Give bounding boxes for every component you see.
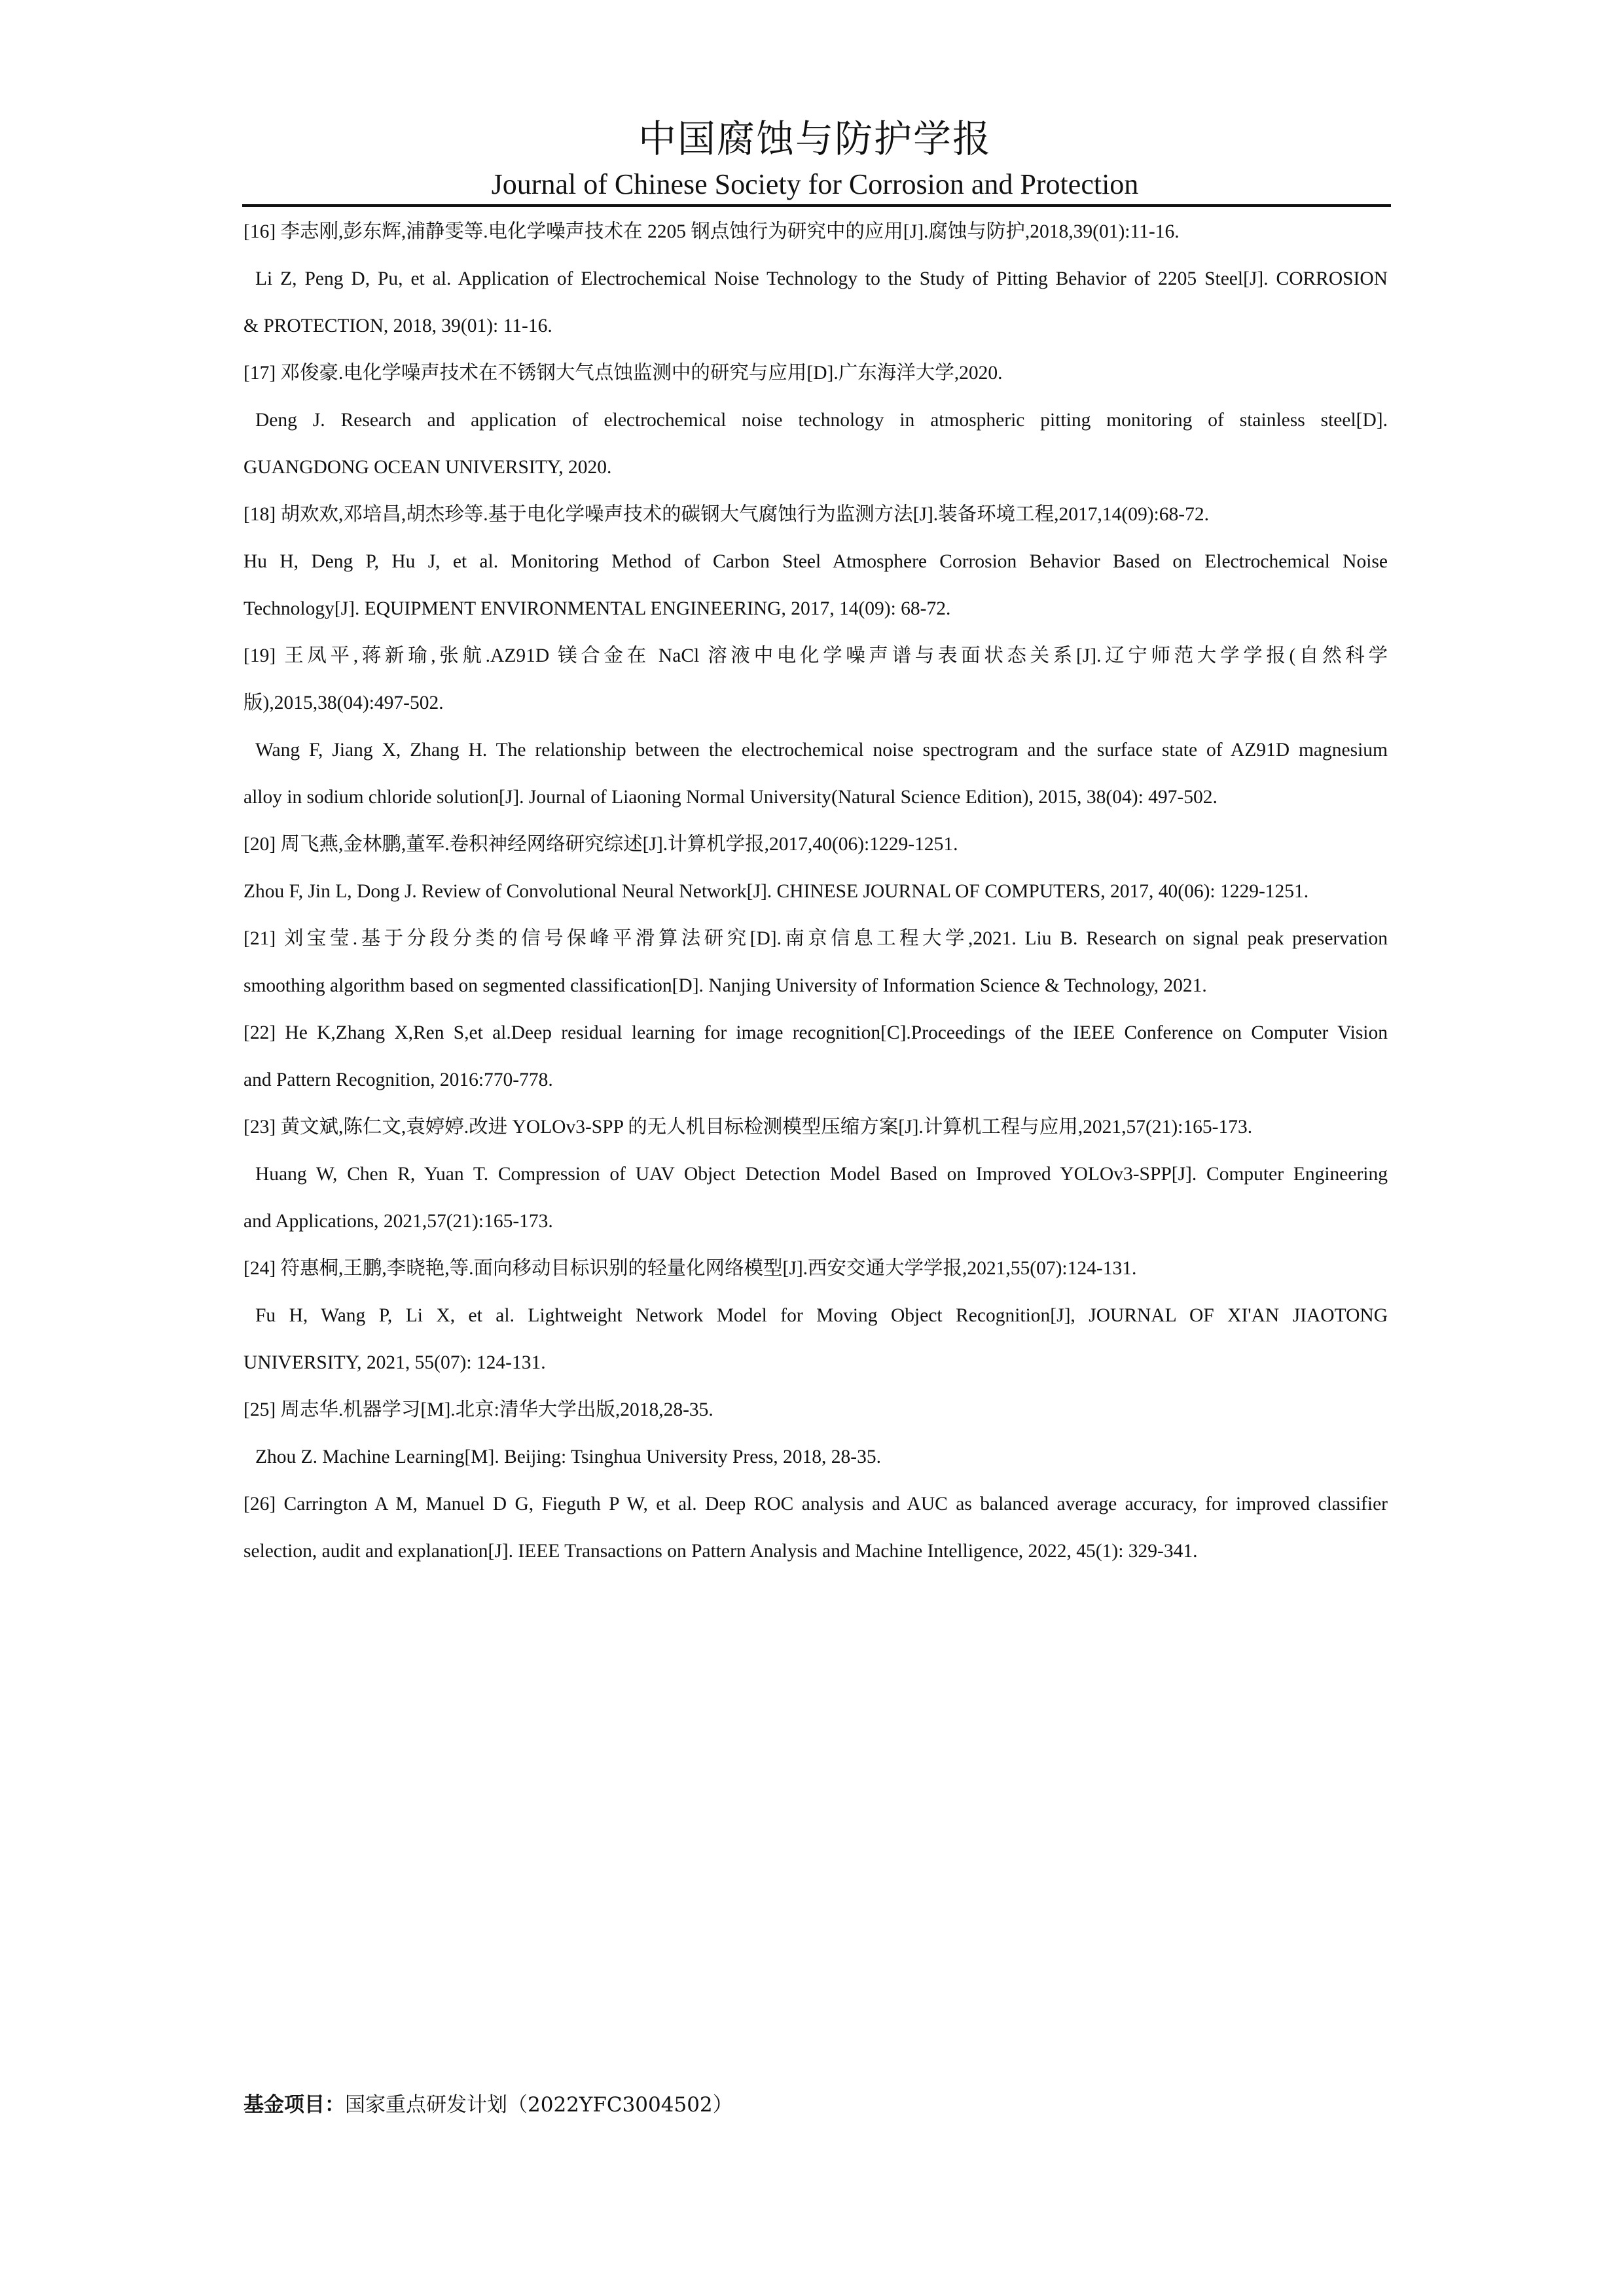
reference-list [244, 208, 1388, 1575]
reference-24-en-line-1: Fu H, Wang P, Li X, et al. Lightweight Network Model for Moving Object Recognition[J], JOURNAL OF XI'AN JIAOTONG [255, 1305, 1388, 1326]
reference-17-cn: [17] 邓俊豪.电化学噪声技术在不锈钢大气点蚀监测中的研究与应用[D].广东海洋大学,2020. [244, 363, 1003, 384]
reference-19-en-line-2: alloy in sodium chloride solution[J]. Journal of Liaoning Normal University(Natural Science Edition), 2015, 38(04): 497-502. [244, 787, 1218, 808]
reference-16-cn: [16] 李志刚,彭东辉,浦静雯等.电化学噪声技术在 2205 钢点蚀行为研究中的应用[J].腐蚀与防护,2018,39(01):11-16. [244, 221, 1180, 242]
reference-20-en: Zhou F, Jin L, Dong J. Review of Convolutional Neural Network[J]. CHINESE JOURNAL OF COMPUTERS, 2017, 40(06): 1229-1251. [244, 881, 1309, 902]
reference-24-en-line-2: UNIVERSITY, 2021, 55(07): 124-131. [244, 1352, 546, 1373]
reference-25-cn: [25] 周志华.机器学习[M].北京:清华大学出版,2018,28-35. [244, 1399, 713, 1420]
journal-title-english: Journal of Chinese Society for Corrosion and Protection [491, 168, 1139, 200]
funding-text: 国家重点研发计划（2022YFC3004502） [345, 2093, 733, 2117]
reference-21-line-1: [21] 刘宝莹.基于分段分类的信号保峰平滑算法研究[D].南京信息工程大学,2021. Liu B. Research on signal peak preservation [244, 928, 1388, 949]
reference-19-cn-line-2: 版),2015,38(04):497-502. [244, 692, 444, 713]
header-rule [242, 204, 1391, 207]
funding-note [244, 2092, 733, 2118]
page-header [242, 111, 1388, 202]
reference-23-cn: [23] 黄文斌,陈仁文,袁婷婷.改进 YOLOv3-SPP 的无人机目标检测模型压缩方案[J].计算机工程与应用,2021,57(21):165-173. [244, 1117, 1253, 1138]
funding-label: 基金项目： [244, 2093, 345, 2117]
journal-title-chinese: 中国腐蚀与防护学报 [638, 117, 992, 161]
reference-26-line-1: [26] Carrington A M, Manuel D G, Fieguth P W, et al. Deep ROC analysis and AUC as balanced average accuracy, for improved classifier [244, 1494, 1388, 1515]
reference-19-cn-line-1: [19] 王凤平,蒋新瑜,张航.AZ91D 镁合金在 NaCl 溶液中电化学噪声谱与表面状态关系[J].辽宁师范大学学报(自然科学 [244, 645, 1388, 666]
reference-22-line-2: and Pattern Recognition, 2016:770-778. [244, 1069, 553, 1090]
reference-23-en-line-1: Huang W, Chen R, Yuan T. Compression of UAV Object Detection Model Based on Improved YOLOv3-SPP[J]. Computer Engineering [255, 1164, 1388, 1185]
reference-16-en-line-1: Li Z, Peng D, Pu, et al. Application of Electrochemical Noise Technology to the Study of Pitting Behavior of 2205 Steel[J]. CORROSION [255, 268, 1388, 289]
reference-24-cn: [24] 符惠桐,王鹏,李晓艳,等.面向移动目标识别的轻量化网络模型[J].西安交通大学学报,2021,55(07):124-131. [244, 1258, 1137, 1279]
reference-16-en-line-2: & PROTECTION, 2018, 39(01): 11-16. [244, 315, 552, 336]
reference-17-en-line-2: GUANGDONG OCEAN UNIVERSITY, 2020. [244, 457, 612, 478]
reference-20-cn: [20] 周飞燕,金林鹏,董军.卷积神经网络研究综述[J].计算机学报,2017,40(06):1229-1251. [244, 834, 958, 855]
reference-23-en-line-2: and Applications, 2021,57(21):165-173. [244, 1211, 553, 1232]
reference-26-line-2: selection, audit and explanation[J]. IEEE Transactions on Pattern Analysis and Machine Intelligence, 2022, 45(1): 329-341. [244, 1541, 1198, 1562]
reference-25-en: Zhou Z. Machine Learning[M]. Beijing: Tsinghua University Press, 2018, 28-35. [255, 1446, 881, 1467]
reference-17-en-line-1: Deng J. Research and application of electrochemical noise technology in atmospheric pitting monitoring of stainless steel[D]. [255, 410, 1388, 431]
reference-18-cn: [18] 胡欢欢,邓培昌,胡杰珍等.基于电化学噪声技术的碳钢大气腐蚀行为监测方法[J].装备环境工程,2017,14(09):68-72. [244, 504, 1209, 525]
reference-21-line-2: smoothing algorithm based on segmented classification[D]. Nanjing University of Information Science & Technology, 2021. [244, 975, 1207, 996]
reference-19-en-line-1: Wang F, Jiang X, Zhang H. The relationship between the electrochemical noise spectrogram and the surface state of AZ91D magnesium [255, 740, 1388, 761]
reference-18-en-line-2: Technology[J]. EQUIPMENT ENVIRONMENTAL ENGINEERING, 2017, 14(09): 68-72. [244, 598, 951, 619]
reference-18-en-line-1: Hu H, Deng P, Hu J, et al. Monitoring Method of Carbon Steel Atmosphere Corrosion Behavior Based on Electrochemical Noise [244, 551, 1388, 572]
reference-22-line-1: [22] He K,Zhang X,Ren S,et al.Deep residual learning for image recognition[C].Proceedings of the IEEE Conference on Computer Vision [244, 1022, 1388, 1043]
